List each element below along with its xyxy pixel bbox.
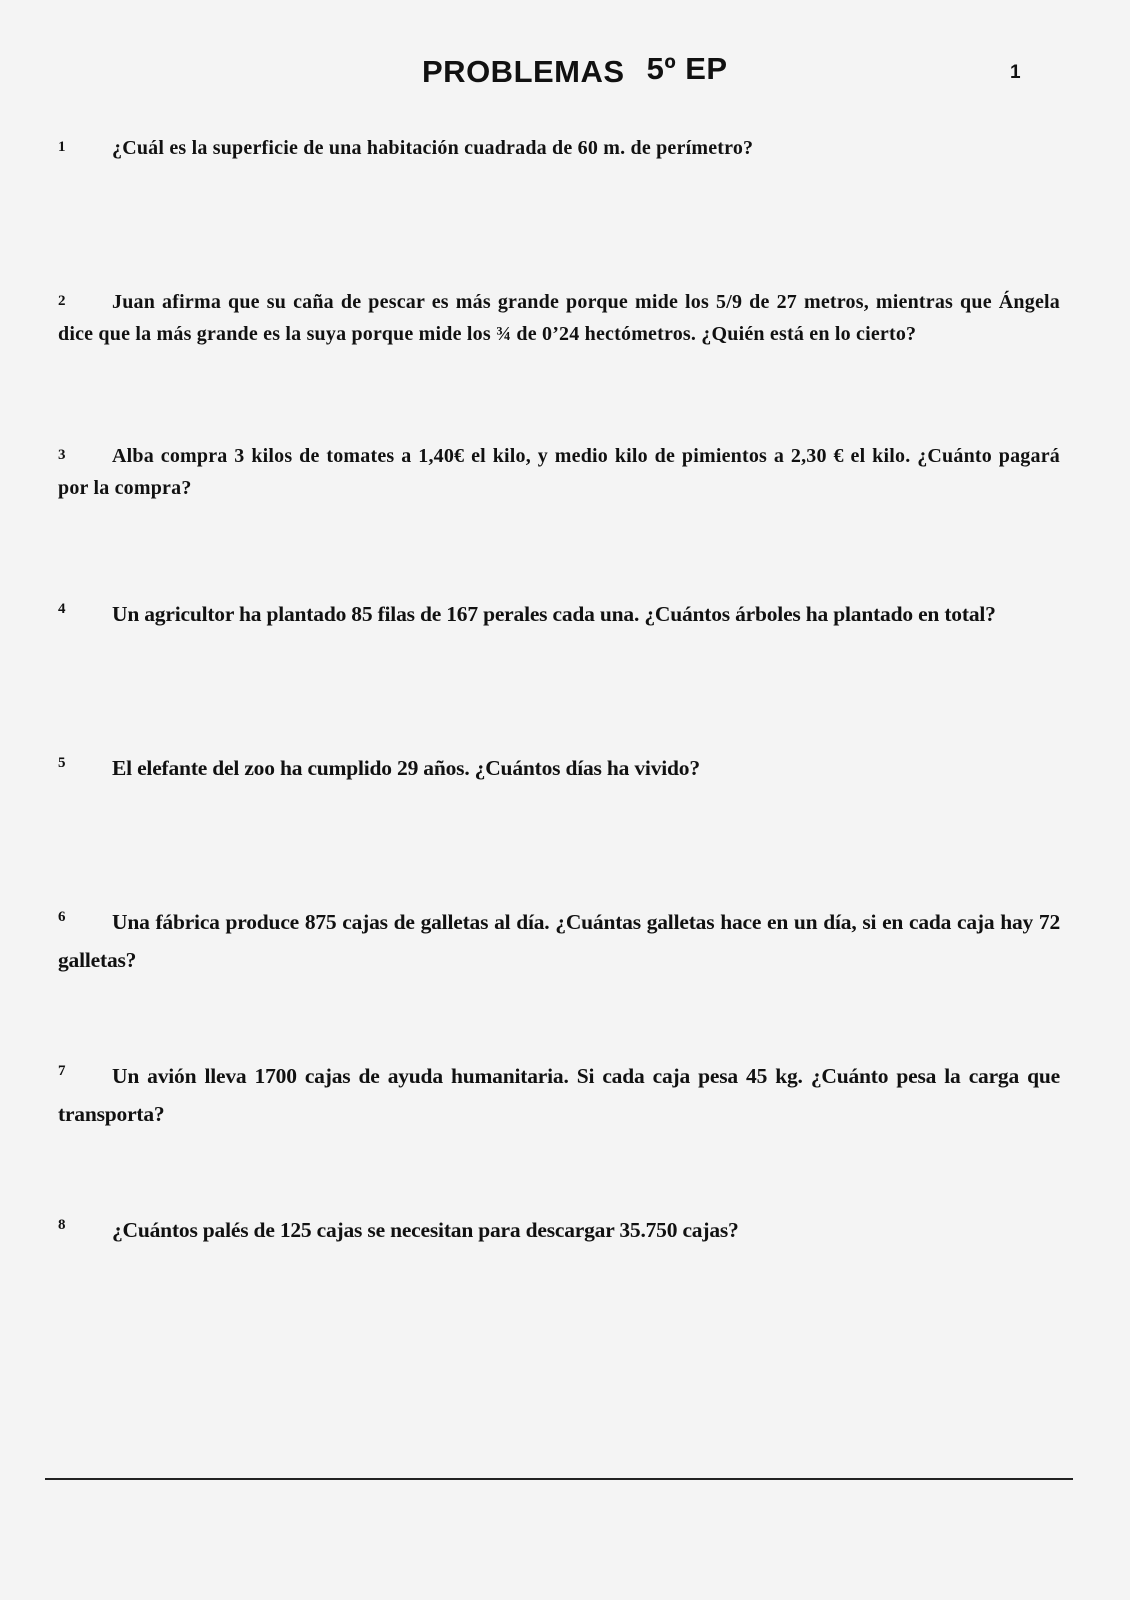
page-header [0, 52, 1130, 92]
problem-text: Una fábrica produce 875 cajas de galletas al día. ¿Cuántas galletas hace en un día, si en cada caja hay 72 galletas? [58, 910, 1060, 972]
problem-number: 5 [58, 755, 66, 771]
problem-number: 8 [58, 1217, 66, 1233]
page-title [422, 51, 728, 90]
problem-text: Un avión lleva 1700 cajas de ayuda humanitaria. Si cada caja pesa 45 kg. ¿Cuánto pesa la carga que transporta? [58, 1064, 1060, 1126]
problem-text: ¿Cuántos palés de 125 cajas se necesitan para descargar 35.750 cajas? [112, 1218, 739, 1242]
problem-5 [58, 749, 1060, 787]
grade-label: 5º EP [646, 51, 728, 86]
problem-text: Alba compra 3 kilos de tomates a 1,40€ el kilo, y medio kilo de pimientos a 2,30 € el kilo. ¿Cuánto pagará por la compra? [58, 445, 1060, 499]
problem-1 [58, 132, 1060, 164]
problem-text: Juan afirma que su caña de pescar es más grande porque mide los 5/9 de 27 metros, mientras que Ángela dice que la más grande es la suya porque mide los ¾ de 0’24 hectómetros. ¿Quién está en lo cierto? [58, 291, 1060, 345]
problem-4 [58, 595, 1060, 633]
problem-number: 3 [58, 447, 66, 463]
footer-divider [45, 1478, 1073, 1480]
problem-number: 2 [58, 293, 66, 309]
problem-8 [58, 1211, 1060, 1249]
problem-number: 4 [58, 601, 66, 617]
problem-2 [58, 286, 1060, 350]
problem-6 [58, 903, 1060, 979]
page-number: 1 [1010, 62, 1021, 83]
problem-3 [58, 440, 1060, 504]
problem-number: 1 [58, 139, 66, 155]
problem-text: El elefante del zoo ha cumplido 29 años. ¿Cuántos días ha vivido? [112, 756, 700, 780]
problem-7 [58, 1057, 1060, 1133]
title-text: PROBLEMAS [422, 54, 625, 89]
problem-text: ¿Cuál es la superficie de una habitación cuadrada de 60 m. de perímetro? [112, 137, 754, 159]
problem-number: 7 [58, 1063, 66, 1079]
problem-number: 6 [58, 909, 66, 925]
problem-text: Un agricultor ha plantado 85 filas de 167 perales cada una. ¿Cuántos árboles ha plantado en total? [112, 602, 996, 626]
